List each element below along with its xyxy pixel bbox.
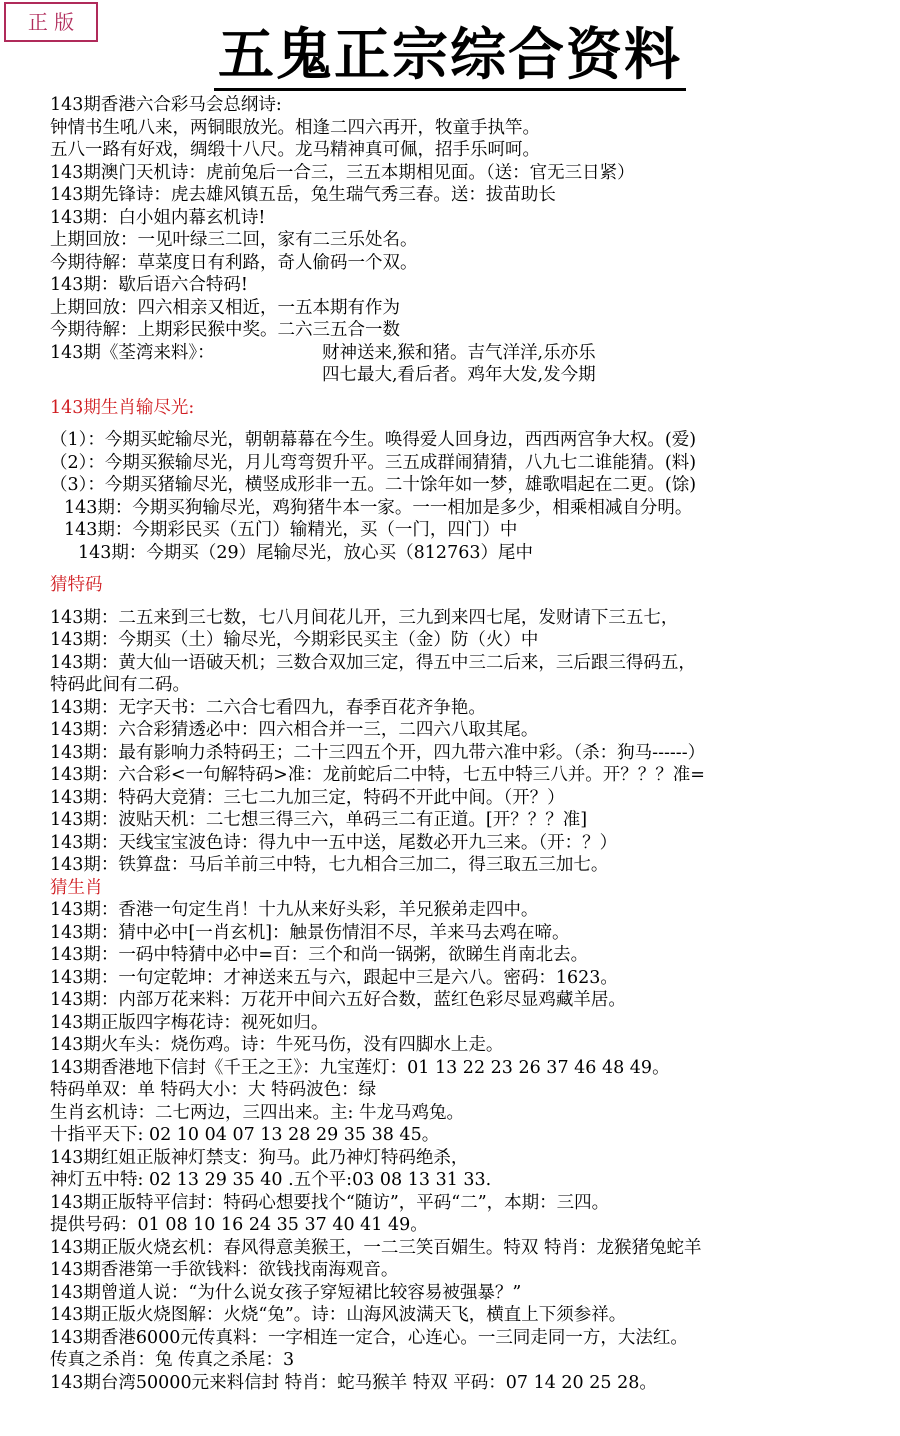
text-line: 上期回放：一见叶绿三二回，家有二三乐处名。 xyxy=(50,230,418,250)
spacer xyxy=(50,564,894,574)
text-line: 143期：今期买（29）尾输尽光，放心买（812763）尾中 xyxy=(78,542,533,563)
text-line: 143期正版特平信封：特码心想要找个“随访”，平码“二”，本期：三四。 xyxy=(50,1192,610,1213)
section-shengxiao xyxy=(50,899,894,1394)
quanwan-line-2: 四七最大,看后者。鸡年大发,发今期 xyxy=(322,365,596,385)
text-line: 143期香港6000元传真料：一字相连一定合，心连心。一三同走同一方，大法红。 xyxy=(50,1327,688,1348)
quanwan-row-2 xyxy=(50,364,894,387)
text-line: 143期：无字天书：二六合七看四九，春季百花齐争艳。 xyxy=(50,697,486,718)
text-line: 143期正版火烧图解：火烧“兔”。诗：山海风波满天飞，横直上下须参祥。 xyxy=(50,1305,627,1325)
spacer xyxy=(50,387,894,397)
text-line: 上期回放：四六相亲又相近，一五本期有作为 xyxy=(50,297,400,318)
text-line: 143期：一码中特猜中必中=百：三个和尚一锅粥，欲睇生肖南北去。 xyxy=(50,945,589,965)
text-line: 生肖玄机诗：二七两边，三四出来。主: 牛龙马鸡兔。 xyxy=(50,1102,464,1123)
section-heading-temo: 猜特码 xyxy=(50,575,103,595)
text-line: 143期：特码大竞猜：三七二九加三定，特码不开此中间。（开？） xyxy=(50,787,565,808)
section-shusheng xyxy=(50,429,894,564)
text-line: 143期：香港一句定生肖！十九从来好头彩，羊兄猴弟走四中。 xyxy=(50,900,539,920)
text-line: 提供号码：01 08 10 16 24 35 37 40 41 49。 xyxy=(50,1215,428,1235)
text-line: 143期：天线宝宝波色诗：得九中一五中送，尾数必开九三来。（开：？） xyxy=(50,832,618,853)
text-line: 143期：歇后语六合特码! xyxy=(50,275,248,295)
text-line: 143期香港第一手欲钱料：欲钱找南海观音。 xyxy=(50,1260,399,1280)
spacer xyxy=(50,597,894,607)
text-line: 143期正版四字梅花诗：视死如归。 xyxy=(50,1012,329,1033)
text-line: 今期待解：草菜度日有利路，奇人偷码一个双。 xyxy=(50,252,418,273)
spacer xyxy=(50,419,894,429)
text-line: 143期：白小姐内幕玄机诗! xyxy=(50,207,266,228)
text-line: 特码单双：单 特码大小：大 特码波色：绿 xyxy=(50,1080,377,1100)
text-line: 143期正版火烧玄机：春风得意美猴王，一二三笑百媚生。特双 特肖：龙猴猪兔蛇羊 xyxy=(50,1237,702,1258)
block-intro xyxy=(50,94,894,387)
text-line: 143期曾道人说：“为什么说女孩子穿短裙比较容易被强暴？” xyxy=(50,1282,522,1303)
text-line: 143期：今期买狗输尽光，鸡狗猪牛本一家。一一相加是多少，相乘相减自分明。 xyxy=(64,497,693,518)
text-line: 143期先锋诗：虎去雄风镇五岳，兔生瑞气秀三春。送：拔苗助长 xyxy=(50,185,556,205)
document-body xyxy=(50,94,894,1394)
section-temo xyxy=(50,607,894,877)
text-line: 143期火车头：烧伤鸡。诗：牛死马伤，没有四脚水上走。 xyxy=(50,1035,504,1055)
text-line: （1）：今期买蛇输尽光，朝朝幕幕在今生。唤得爱人回身边，西西两宫争大权。(爱) xyxy=(50,430,697,450)
quanwan-label: 143期《荃湾来料》： xyxy=(50,342,215,363)
text-line: 143期香港六合彩马会总纲诗: xyxy=(50,95,282,115)
text-line: （3）：今期买猪输尽光，横竖成形非一五。二十馀年如一梦，雄歌唱起在二更。(馀) xyxy=(50,475,697,495)
text-line: 143期：波贴天机：二七想三得三六，单码三二有正道。[开？？？准] xyxy=(50,810,588,830)
text-line: 143期：内部万花来料：万花开中间六五好合数，蓝红色彩尽显鸡藏羊居。 xyxy=(50,990,626,1010)
text-line: 五八一路有好戏，绸缎十八尺。龙马精神真可佩，招手乐呵呵。 xyxy=(50,140,540,160)
section-heading-shengxiao: 猜生肖 xyxy=(50,877,103,898)
text-line: 143期红姐正版神灯禁支：狗马。此乃神灯特码绝杀， xyxy=(50,1147,469,1168)
text-line: 143期：六合彩<一句解特码>准：龙前蛇后二中特，七五中特三八并。开？？？准= xyxy=(50,765,705,785)
page-title xyxy=(0,20,900,90)
text-line: （2）：今期买猴输尽光，月儿弯弯贺升平。三五成群闹猜猜，八九七二谁能猜。(料) xyxy=(50,452,697,473)
text-line: 143期：最有影响力杀特码王；二十三四五个开，四九带六准中彩。（杀：狗马------） xyxy=(50,742,706,763)
text-line: 传真之杀肖：兔 传真之杀尾：3 xyxy=(50,1350,295,1370)
text-line: 特码此间有二码。 xyxy=(50,675,190,695)
text-line: 143期：今期彩民买（五门）输精光，买（一门，四门）中 xyxy=(64,520,518,540)
text-line: 143期台湾50000元来料信封 特肖：蛇马猴羊 特双 平码：07 14 20 25 28。 xyxy=(50,1372,657,1393)
text-line: 143期澳门天机诗：虎前兔后一合三，三五本期相见面。（送：官无三日紧） xyxy=(50,162,635,183)
genuine-badge: 正 版 xyxy=(4,2,98,42)
text-line: 143期：铁算盘：马后羊前三中特，七九相合三加二，得三取五三加七。 xyxy=(50,855,609,875)
text-line: 神灯五中特: 02 13 29 35 40 .五个平:03 08 13 31 33. xyxy=(50,1170,492,1190)
text-line: 钟情书生吼八来，两铜眼放光。相逢二四六再开，牧童手执竿。 xyxy=(50,117,540,138)
text-line: 143期香港地下信封《千王之王》：九宝莲灯：01 13 22 23 26 37 46 48 49。 xyxy=(50,1057,670,1078)
text-line: 十指平天下: 02 10 04 07 13 28 29 35 38 45。 xyxy=(50,1125,440,1145)
quanwan-spacer xyxy=(50,364,322,387)
text-line: 143期：猜中必中[一肖玄机]：触景伤情泪不尽，羊来马去鸡在啼。 xyxy=(50,922,570,943)
text-line: 143期：六合彩猜透必中：四六相合并一三，二四六八取其尾。 xyxy=(50,720,539,740)
quanwan-line-1: 财神送来,猴和猪。吉气洋洋,乐亦乐 xyxy=(322,342,596,363)
text-line: 143期：黄大仙一语破天机；三数合双加三定，得五中三二后来，三后跟三得码五， xyxy=(50,652,696,673)
page-title-text: 五鬼正宗综合资料 xyxy=(214,22,686,91)
text-line: 今期待解：上期彩民猴中奖。二六三五合一数 xyxy=(50,320,400,340)
text-line: 143期：今期买（土）输尽光，今期彩民买主（金）防（火）中 xyxy=(50,630,539,650)
text-line: 143期：一句定乾坤：才神送来五与六，跟起中三是六八。密码：1623。 xyxy=(50,967,618,988)
text-line: 143期：二五来到三七数，七八月间花儿开，三九到来四七尾，发财请下三五七， xyxy=(50,607,679,628)
quanwan-row-1 xyxy=(50,342,894,365)
section-heading-shusheng: 143期生肖输尽光: xyxy=(50,397,195,418)
